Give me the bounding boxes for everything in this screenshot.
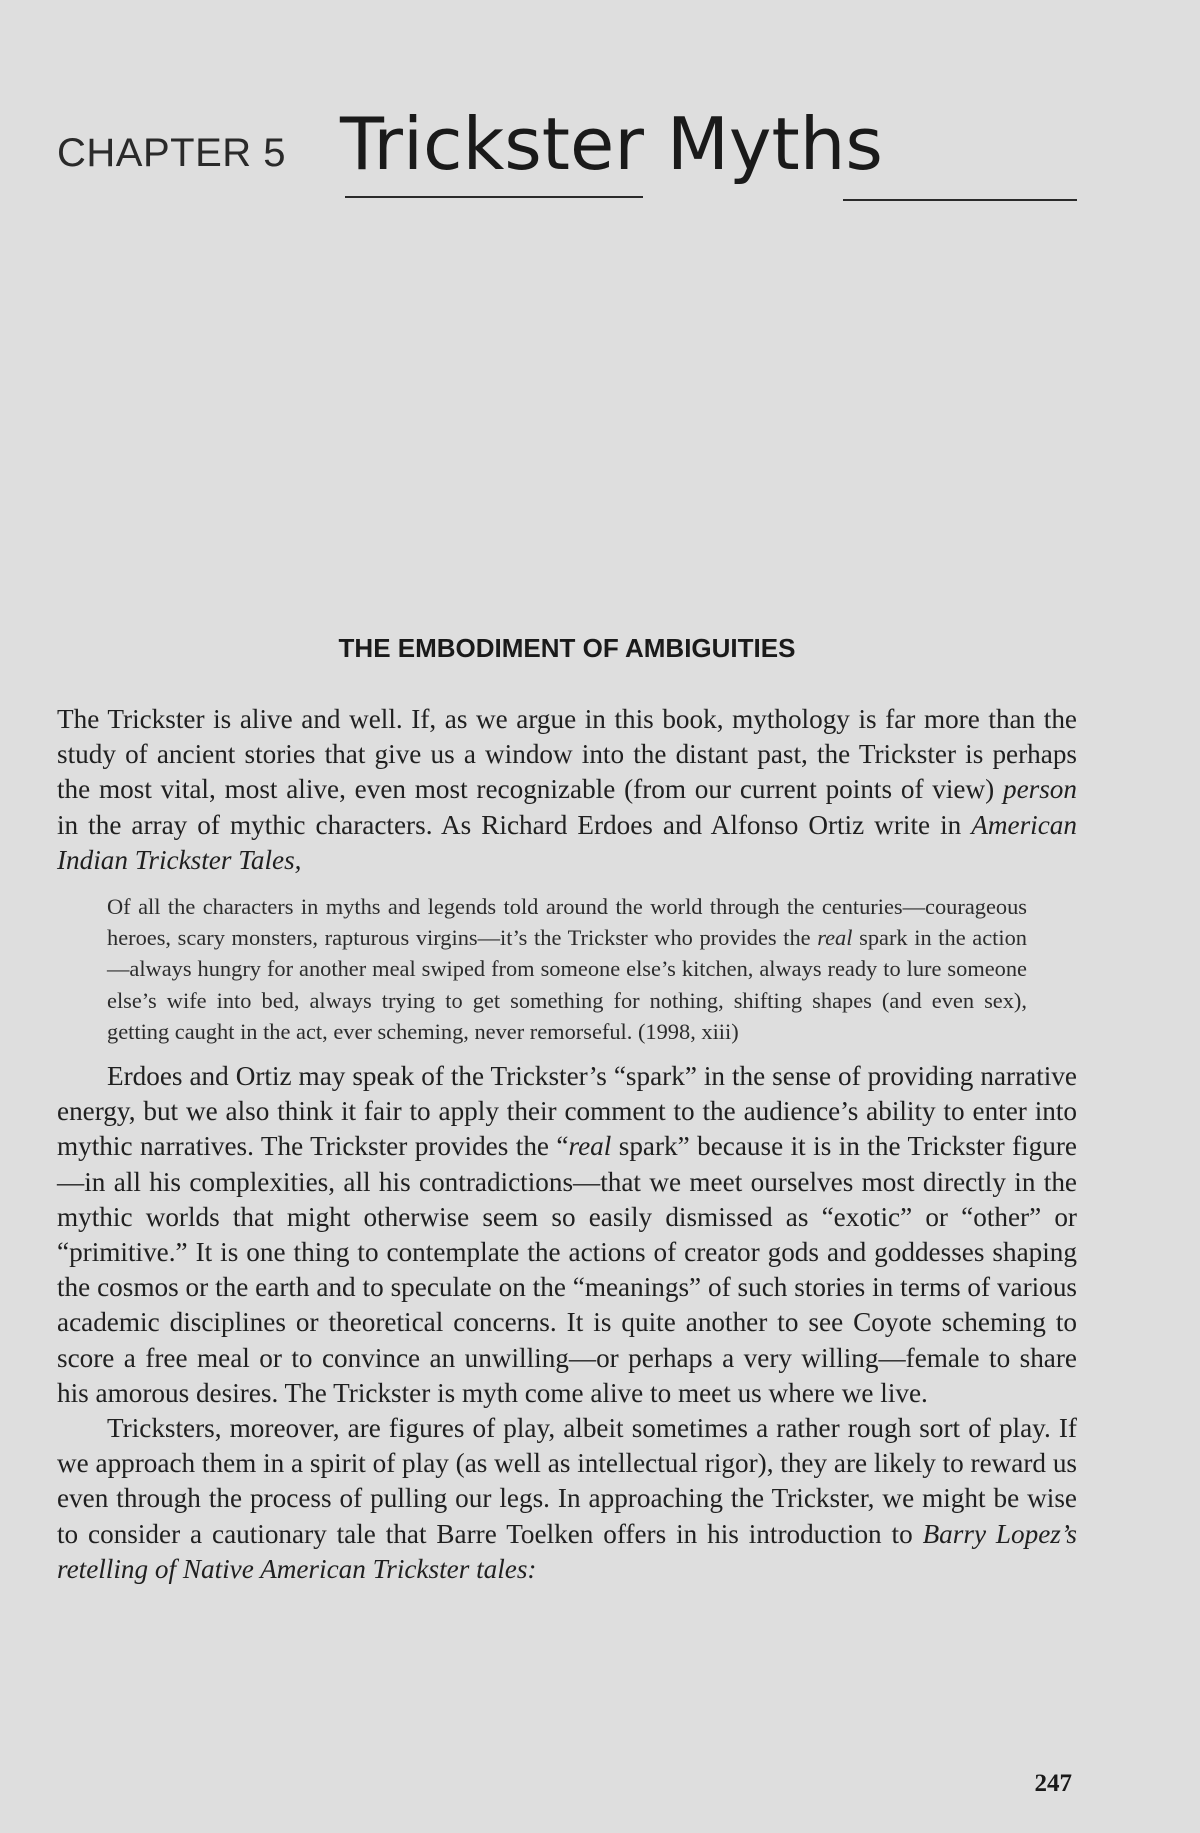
- chapter-label: CHAPTER 5: [57, 131, 286, 175]
- quote-text-b: spark in the action—always hungry for another meal swiped from someone else’s kitchen, always ready to lure someone else’s wife into bed, always trying to get something for nothing, shifting shapes (and even sex), getting caught in the act, ever scheming, never remorseful. (1998, xiii): [107, 925, 1027, 1044]
- block-quote: [107, 891, 1027, 1047]
- paragraph-2-text-a: Erdoes and Ortiz may speak of the Trickster’s “spark” in the sense of providing narrative energy, but we also think it fair to apply their comment to the audience’s ability to enter into mythic narratives. The Trickster provides the “: [57, 1061, 1077, 1162]
- paragraph-2-text-b: spark” because it is in the Trickster figure—in all his complexities, all his contradictions—that we meet ourselves most directly in the mythic worlds that might otherwise seem so easily dismissed as “exotic” or “other” or “primitive.” It is one thing to contemplate the actions of creator gods and goddesses shaping the cosmos or the earth and to speculate on the “meanings” of such stories in terms of various academic disciplines or theoretical concerns. It is quite another to see Coyote scheming to score a free meal or to convince an unwilling—or perhaps a very willing—female to share his amorous desires. The Trickster is myth come alive to meet us where we live.: [57, 1131, 1077, 1408]
- paragraph-2-emphasis: real: [568, 1131, 612, 1162]
- title-underline-left: [345, 196, 643, 198]
- page-number: 247: [1034, 1770, 1072, 1797]
- paragraph-1-book-title: American Indian Trickster Tales,: [57, 809, 1077, 875]
- paragraph-1: [57, 702, 1077, 878]
- paragraph-1-text-b: in the array of mythic characters. As Richard Erdoes and Alfonso Ortiz write in: [57, 809, 972, 840]
- paragraph-1-text-a: The Trickster is alive and well. If, as we argue in this book, mythology is far more than the study of ancient stories that give us a window into the distant past, the Trickster is perhaps the most vital, most alive, even most recognizable (from our current points of view): [57, 704, 1077, 805]
- chapter-title: Trickster Myths: [340, 102, 883, 186]
- quote-text-a: Of all the characters in myths and legends told around the world through the centuries—courageous heroes, scary monsters, rapturous virgins—it’s the Trickster who provides the: [107, 894, 1027, 951]
- paragraph-2: [57, 1059, 1077, 1411]
- paragraph-3: [57, 1411, 1077, 1587]
- paragraph-3-text-a: Tricksters, moreover, are figures of play, albeit sometimes a rather rough sort of play. If we approach them in a spirit of play (as well as intellectual rigor), they are likely to reward us even through the process of pulling our legs. In approaching the Trickster, we might be wise to consider a cautionary tale that Barre Toelken offers in his introduction to: [57, 1413, 1077, 1549]
- section-heading: THE EMBODIMENT OF AMBIGUITIES: [338, 633, 796, 663]
- body-text: [57, 702, 1077, 1587]
- title-underline-right: [843, 199, 1077, 201]
- paragraph-1-emphasis: person: [1002, 774, 1077, 805]
- quote-emphasis: real: [817, 925, 853, 951]
- paragraph-3-book-title: Barry Lopez’s retelling of Native American Trickster tales:: [57, 1518, 1077, 1584]
